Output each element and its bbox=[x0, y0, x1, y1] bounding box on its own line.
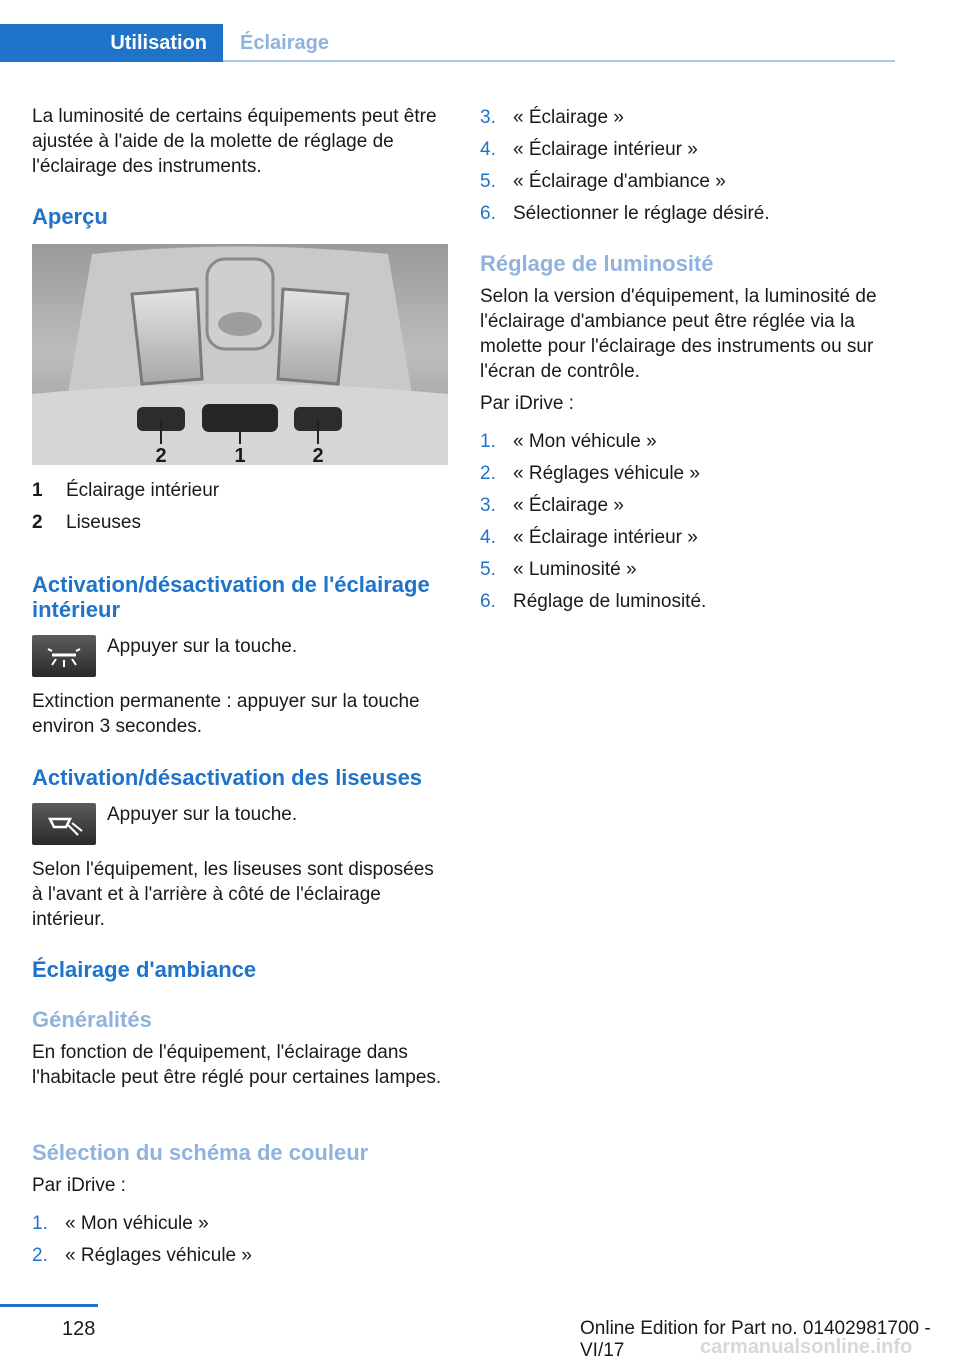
brightness-text: Selon la version d'équipement, la luminosité de l'éclairage d'ambiance peut être réglée via la molette pour l'éclairage des instruments ou sur l'écran de contrôle. bbox=[480, 286, 877, 382]
step-number: 3. bbox=[480, 495, 496, 516]
step-number: 2. bbox=[480, 463, 496, 484]
legend-item bbox=[32, 510, 448, 535]
brightness-subheading: Réglage de luminosité bbox=[480, 251, 714, 276]
photo-label-center: 1 bbox=[234, 445, 246, 465]
step-text: « Réglages véhicule » bbox=[65, 1245, 252, 1266]
reading-light-button-icon bbox=[32, 803, 96, 845]
general-text: En fonction de l'équipement, l'éclairage dans l'habitacle peut être réglé pour certaines lampes. bbox=[32, 1042, 442, 1088]
list-item bbox=[480, 557, 900, 582]
overhead-console-photo bbox=[32, 244, 448, 465]
section-tab-utilisation: Utilisation bbox=[0, 24, 223, 62]
list-item bbox=[480, 461, 900, 486]
step-number: 6. bbox=[480, 203, 496, 224]
legend-number: 2 bbox=[32, 512, 43, 533]
step-text: « Réglages véhicule » bbox=[513, 463, 700, 484]
page-number: 128 bbox=[62, 1318, 96, 1340]
apercu-heading: Aperçu bbox=[32, 204, 108, 229]
color-scheme-steps-continued bbox=[480, 105, 900, 226]
list-item bbox=[480, 493, 900, 518]
activation-readers-heading: Activation/désactivation des liseuses bbox=[32, 765, 423, 790]
step-number: 1. bbox=[480, 431, 496, 452]
press-key-text-2: Appuyer sur la touche. bbox=[107, 804, 298, 825]
ambient-lighting-heading: Éclairage d'ambiance bbox=[32, 957, 257, 982]
list-item bbox=[480, 169, 900, 194]
readers-note-text: Selon l'équipement, les liseuses sont disposées à l'avant et à l'arrière à côté de l'éclairage intérieur. bbox=[32, 859, 434, 930]
step-number: 5. bbox=[480, 171, 496, 192]
permanent-off-text: Extinction permanente : appuyer sur la touche environ 3 secondes. bbox=[32, 691, 420, 737]
activation-interior-heading: Activation/désactivation de l'éclairage intérieur bbox=[32, 572, 430, 622]
footer-rule bbox=[0, 1304, 98, 1307]
legend-number: 1 bbox=[32, 480, 43, 501]
photo-label-right: 2 bbox=[312, 445, 324, 465]
par-idrive-left: Par iDrive : bbox=[32, 1175, 126, 1196]
step-text: « Mon véhicule » bbox=[65, 1213, 209, 1234]
list-item bbox=[480, 137, 900, 162]
step-text: « Mon véhicule » bbox=[513, 431, 657, 452]
color-scheme-subheading: Sélection du schéma de couleur bbox=[32, 1140, 369, 1165]
legend-text: Liseuses bbox=[66, 512, 141, 533]
legend-text: Éclairage intérieur bbox=[66, 480, 220, 501]
step-number: 1. bbox=[32, 1213, 48, 1234]
step-number: 6. bbox=[480, 591, 496, 612]
photo-legend bbox=[32, 478, 448, 535]
step-text: Réglage de luminosité. bbox=[513, 591, 707, 612]
legend-item bbox=[32, 478, 448, 503]
general-subheading: Généralités bbox=[32, 1007, 152, 1032]
step-text: « Éclairage intérieur » bbox=[513, 139, 698, 160]
section-tab-eclairage: Éclairage bbox=[240, 32, 329, 54]
step-number: 5. bbox=[480, 559, 496, 580]
step-number: 3. bbox=[480, 107, 496, 128]
press-key-text-1: Appuyer sur la touche. bbox=[107, 636, 298, 657]
step-text: « Éclairage d'ambiance » bbox=[513, 171, 726, 192]
edition-text: Online Edition for Part no. 01402981700 - VI/17 bbox=[580, 1318, 931, 1361]
brightness-steps bbox=[480, 429, 900, 614]
intro-paragraph: La luminosité de certains équipements peut être ajustée à l'aide de la molette de réglage de l'éclairage des instruments. bbox=[32, 106, 437, 177]
list-item bbox=[480, 429, 900, 454]
list-item bbox=[32, 1211, 448, 1236]
photo-label-left: 2 bbox=[155, 445, 167, 465]
par-idrive-right: Par iDrive : bbox=[480, 393, 574, 414]
interior-light-button-icon bbox=[32, 635, 96, 677]
step-number: 2. bbox=[32, 1245, 48, 1266]
step-text: « Luminosité » bbox=[513, 559, 637, 580]
step-text: « Éclairage » bbox=[513, 107, 624, 128]
step-text: « Éclairage » bbox=[513, 495, 624, 516]
step-text: « Éclairage intérieur » bbox=[513, 527, 698, 548]
watermark: carmanualsonline.info bbox=[700, 1336, 913, 1358]
list-item bbox=[480, 525, 900, 550]
list-item bbox=[480, 589, 900, 614]
step-text: Sélectionner le réglage désiré. bbox=[513, 203, 770, 224]
list-item bbox=[480, 201, 900, 226]
step-number: 4. bbox=[480, 139, 496, 160]
color-scheme-steps bbox=[32, 1211, 448, 1268]
step-number: 4. bbox=[480, 527, 496, 548]
list-item bbox=[480, 105, 900, 130]
header-rule bbox=[223, 60, 895, 62]
list-item bbox=[32, 1243, 448, 1268]
console-illustration bbox=[32, 244, 448, 465]
